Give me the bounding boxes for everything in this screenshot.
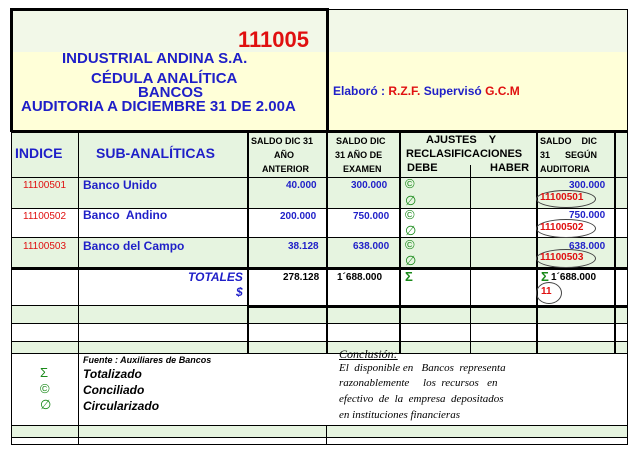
conciliado-icon: ©: [40, 381, 50, 396]
totals-anterior: 278.128: [283, 272, 320, 283]
col-saldo-auditoria-2: 31 SEGÚN: [540, 150, 598, 160]
row-anterior: 200.000: [280, 211, 317, 222]
account-name: BANCOS: [138, 84, 204, 101]
row-auditoria: 638.000: [569, 241, 606, 252]
legend-label: Conciliado: [83, 383, 145, 397]
totals-currency: $: [236, 285, 243, 299]
conclusion-line: El disponible en Bancos representa: [339, 362, 506, 374]
legend-label: Circularizado: [83, 399, 160, 413]
circularizado-icon: ∅: [405, 223, 417, 238]
col-saldo-examen-1: SALDO DIC: [336, 136, 386, 146]
row-examen: 300.000: [351, 180, 388, 191]
circularizado-icon: ∅: [405, 193, 417, 208]
row-examen: 638.000: [353, 241, 390, 252]
col-saldo-anterior-2: AÑO: [274, 150, 294, 160]
row-anterior: 38.128: [288, 241, 319, 252]
col-debe: DEBE: [407, 162, 438, 174]
row-auditoria: 300.000: [569, 180, 606, 191]
signature-line: [333, 84, 520, 98]
elaboro-value: R.Z.F.: [388, 84, 421, 98]
row-reference: 11100503: [540, 252, 584, 263]
row-auditoria: 750.000: [569, 210, 606, 221]
col-haber: HABER: [490, 162, 530, 174]
conclusion-line: en instituciones financieras: [339, 409, 460, 421]
totals-auditoria: 1´688.000: [551, 272, 597, 283]
row-reference: 11100501: [540, 192, 584, 203]
row-name: Banco Andino: [83, 208, 168, 222]
superviso-label: Supervisó: [423, 84, 482, 98]
conciliado-icon: ©: [405, 176, 415, 191]
conclusion-title: Conclusión:: [339, 347, 398, 361]
totals-label: TOTALES: [188, 270, 243, 284]
audit-period: AUDITORIA A DICIEMBRE 31 DE 2.00A: [21, 98, 296, 115]
source-note: Fuente : Auxiliares de Bancos: [83, 355, 212, 365]
circularizado-icon: ∅: [40, 397, 52, 412]
totals-examen: 1´688.000: [337, 272, 383, 283]
row-examen: 750.000: [353, 211, 390, 222]
circularizado-icon: ∅: [405, 253, 417, 268]
conclusion-line: razonablemente los recursos en: [339, 377, 498, 389]
cedula-code: 111005: [238, 27, 309, 52]
conciliado-icon: ©: [405, 207, 415, 222]
conciliado-icon: ©: [405, 237, 415, 252]
row-anterior: 40.000: [286, 180, 317, 191]
elaboro-label: Elaboró :: [333, 84, 386, 98]
col-indice: INDICE: [15, 145, 63, 161]
col-saldo-anterior-3: ANTERIOR: [262, 164, 309, 174]
row-name: Banco Unido: [83, 178, 157, 192]
col-saldo-auditoria-1: SALDO DIC: [540, 136, 598, 146]
col-saldo-auditoria-3: AUDITORIA: [540, 164, 590, 174]
totals-reference: 11: [541, 286, 552, 297]
legend-label: Totalizado: [83, 367, 142, 381]
company-name: INDUSTRIAL ANDINA S.A.: [62, 50, 248, 67]
document-type: CÉDULA ANALÍTICA: [91, 70, 238, 87]
totalizado-icon: Σ: [541, 269, 549, 284]
row-reference: 11100502: [540, 222, 584, 233]
col-saldo-anterior-1: SALDO DIC 31: [251, 136, 314, 146]
totalizado-icon: Σ: [40, 365, 49, 380]
col-saldo-examen-3: EXAMEN: [343, 164, 382, 174]
superviso-value: G.C.M: [485, 84, 520, 98]
row-indice: 11100501: [23, 180, 67, 191]
row-indice: 11100502: [23, 211, 67, 222]
row-name: Banco del Campo: [83, 239, 185, 253]
col-saldo-examen-2: 31 AÑO DE: [335, 150, 383, 160]
col-subanaliticas: SUB-ANALÍTICAS: [96, 145, 215, 161]
col-ajustes-1: AJUSTES Y: [426, 134, 497, 146]
conclusion-line: efectivo de la empresa depositados: [339, 393, 504, 405]
col-ajustes-2: RECLASIFICACIONES: [406, 148, 523, 160]
totalizado-icon: Σ: [405, 269, 413, 284]
row-indice: 11100503: [23, 241, 67, 252]
